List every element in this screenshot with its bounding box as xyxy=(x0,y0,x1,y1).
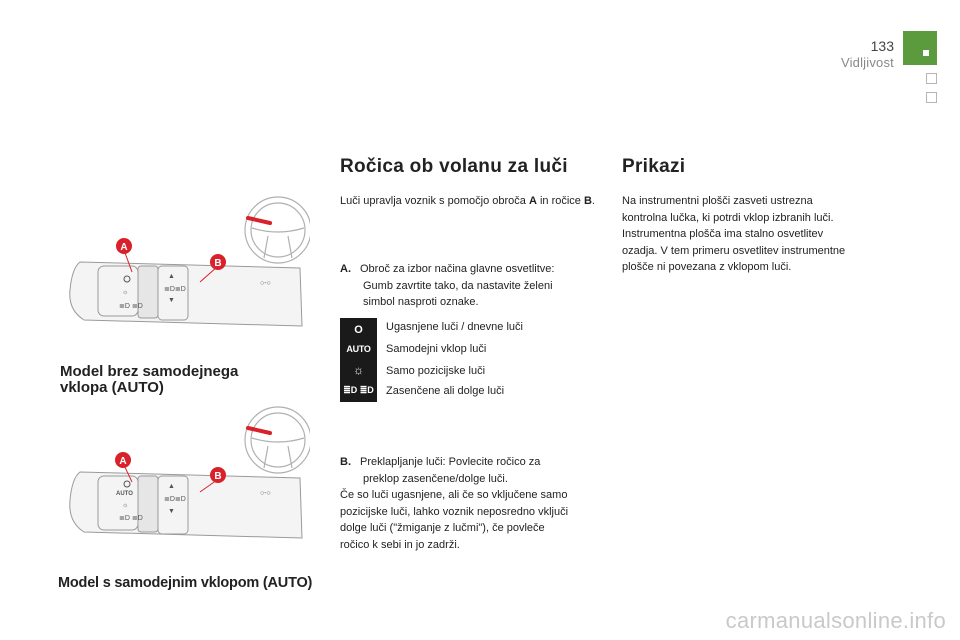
stalk-illustration-manual xyxy=(40,190,310,340)
svg-text:▲: ▲ xyxy=(168,273,175,280)
item-a: A. Obroč za izbor načina glavne osvetlitve: Gumb zavrtite tako, da nastavite želeni simbol nasproti oznake. xyxy=(340,263,555,308)
item-b: B. Preklapljanje luči: Povlecite ročico za preklop zasenčene/dolge luči. Če so luči ugasnjene, ali če so vključene samo pozicijske luči, lahko voznik neposredno vključi dolge luči ("žmiganje z lučmi"), če povleče ročico k sebi in jo zadrži. xyxy=(340,456,569,551)
off-symbol-icon: O xyxy=(354,324,363,337)
sidelights-icon: ☼ xyxy=(353,362,364,377)
item-b-letter: B. xyxy=(340,456,351,468)
svg-text:☼: ☼ xyxy=(122,289,129,296)
watermark-text: carmanualsonline.info xyxy=(725,608,946,633)
svg-text:▼: ▼ xyxy=(168,297,175,304)
section-title: Vidljivost xyxy=(840,55,894,70)
svg-text:≣D≣D: ≣D≣D xyxy=(164,496,186,503)
section-marker-empty xyxy=(926,92,937,103)
heading-displays: Prikazi xyxy=(622,156,686,177)
symbol-label-off: Ugasnjene luči / dnevne luči xyxy=(386,321,523,333)
svg-text:AUTO: AUTO xyxy=(116,491,133,497)
svg-text:○-○: ○-○ xyxy=(260,280,271,287)
symbol-label-sidelights: Samo pozicijske luči xyxy=(386,365,486,377)
callout-b-label: B xyxy=(214,471,222,482)
stalk-illustration-auto xyxy=(40,400,310,550)
page-number: 133 xyxy=(870,38,894,54)
symbol-column xyxy=(340,318,377,402)
intro-paragraph: Luči upravlja voznik s pomočjo obroča A in ročice B. xyxy=(340,195,595,207)
symbol-label-headlights: Zasenčene ali dolge luči xyxy=(386,385,505,397)
svg-text:≣D ≣D: ≣D ≣D xyxy=(119,515,143,522)
displays-paragraph: Na instrumentni plošči zasveti ustrezna kontrolna lučka, ki potrdi vklop izbranih luči. Instrumentna plošča ima stalno osvetlitev ozadja. V tem primeru osvetlitev instrumentne plošče ni povezana z vklopom luči. xyxy=(622,195,846,273)
callout-b-label: B xyxy=(214,258,222,269)
svg-text:▼: ▼ xyxy=(168,508,175,515)
svg-text:☼: ☼ xyxy=(122,502,129,509)
item-a-letter: A. xyxy=(340,263,351,275)
model-title-auto: Model s samodejnim vklopom (AUTO) xyxy=(58,575,313,591)
headlights-icon: ≣D ≣D xyxy=(343,384,374,395)
heading-lighting-stalk: Ročica ob volanu za luči xyxy=(340,156,568,177)
model-title-manual: Model brez samodejnega vklopa (AUTO) xyxy=(60,363,239,396)
symbol-label-auto: Samodejni vklop luči xyxy=(386,343,487,355)
callout-a-label: A xyxy=(119,456,127,467)
svg-text:≣D≣D: ≣D≣D xyxy=(164,286,186,293)
auto-symbol-icon: AUTO xyxy=(346,344,371,355)
callout-a-label: A xyxy=(120,242,128,253)
svg-text:○-○: ○-○ xyxy=(260,490,271,497)
section-tab-marker xyxy=(903,31,937,65)
svg-text:▲: ▲ xyxy=(168,483,175,490)
svg-text:≣D ≣D: ≣D ≣D xyxy=(119,303,143,310)
section-marker-empty xyxy=(926,73,937,84)
